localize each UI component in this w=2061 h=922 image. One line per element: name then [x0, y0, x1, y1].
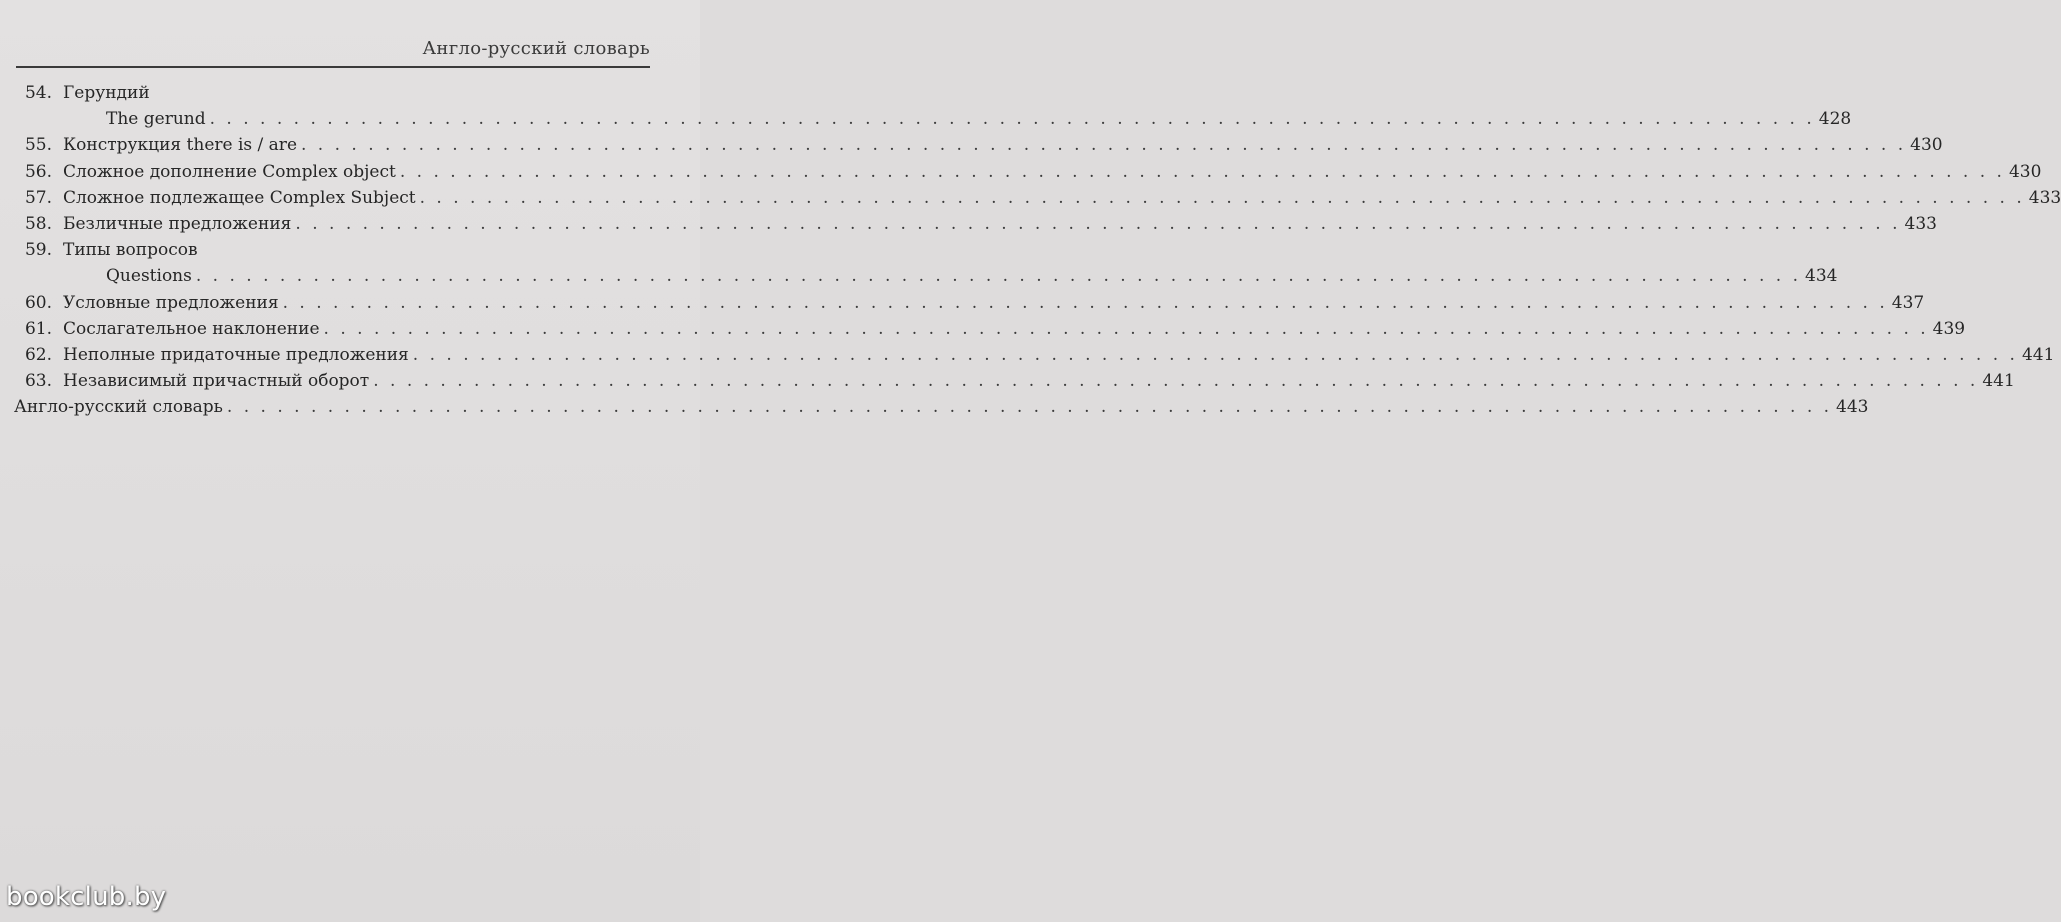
- running-header: Англо-русский словарь: [422, 38, 650, 59]
- toc-number: 62.: [24, 344, 52, 365]
- toc-title: Сложное подлежащее Complex Subject: [63, 187, 416, 208]
- toc-page-number: 443: [1836, 397, 1869, 418]
- toc-leader: . . . . . . . . . . . . . . . . . . . . . . . . . . . . . . . . . . . . . . . . . . . . . . . . . . . . . . . . . . . . . . . . . . . . . . . . . . . . . . . . . . . . . . . . . . . . . . . .: [323, 318, 1929, 339]
- toc-page-number: 430: [2008, 161, 2042, 182]
- toc-number: 61.: [24, 318, 52, 339]
- toc-number: 60.: [24, 292, 52, 313]
- toc-page-number: 434: [1805, 266, 1838, 287]
- toc-page-number: 437: [1891, 292, 1925, 313]
- toc-title: Неполные придаточные предложения: [63, 344, 409, 365]
- toc-leader: . . . . . . . . . . . . . . . . . . . . . . . . . . . . . . . . . . . . . . . . . . . . . . . . . . . . . . . . . . . . . . . . . . . . . . . . . . . . . . . . . . . . . . . . . . . . . . . .: [419, 187, 2025, 208]
- toc-title: Герундий: [63, 83, 150, 103]
- table-of-contents: [14, 80, 2061, 420]
- toc-page-number: 433: [2028, 187, 2061, 208]
- toc-title: Конструкция there is / are: [63, 135, 297, 156]
- toc-entry-59: [14, 237, 648, 263]
- toc-number: 54.: [24, 83, 52, 103]
- toc-subtitle: The gerund: [106, 109, 206, 130]
- toc-page-number: 430: [1910, 135, 1943, 156]
- toc-entry-54: [14, 80, 648, 106]
- toc-leader: . . . . . . . . . . . . . . . . . . . . . . . . . . . . . . . . . . . . . . . . . . . . . . . . . . . . . . . . . . . . . . . . . . . . . . . . . . . . . . . . . . . . . . . . . . . . . . . .: [399, 161, 2005, 182]
- toc-entry-60: [14, 290, 1925, 316]
- toc-title: Англо-русский словарь: [14, 397, 223, 418]
- toc-entry-57: [14, 185, 2061, 211]
- toc-entry-63: [14, 368, 2015, 394]
- toc-entry-55: [14, 132, 1943, 158]
- toc-title: Типы вопросов: [63, 240, 198, 261]
- header-rule: [16, 66, 650, 68]
- toc-subtitle: Questions: [106, 266, 192, 287]
- toc-entry-58: [14, 211, 1937, 237]
- toc-number: 63.: [24, 371, 52, 392]
- toc-title: Безличные предложения: [63, 213, 292, 234]
- toc-number: 58.: [24, 213, 52, 234]
- watermark: bookclub.by: [6, 882, 167, 912]
- toc-page-number: 428: [1818, 109, 1852, 130]
- toc-page-number: 441: [1982, 371, 2015, 392]
- toc-entry-61: [14, 316, 1966, 342]
- toc-leader: . . . . . . . . . . . . . . . . . . . . . . . . . . . . . . . . . . . . . . . . . . . . . . . . . . . . . . . . . . . . . . . . . . . . . . . . . . . . . . . . . . . . . . . . . . . . . . . .: [209, 109, 1815, 130]
- toc-leader: . . . . . . . . . . . . . . . . . . . . . . . . . . . . . . . . . . . . . . . . . . . . . . . . . . . . . . . . . . . . . . . . . . . . . . . . . . . . . . . . . . . . . . . . . . . . . . . .: [373, 371, 1979, 392]
- toc-page-number: 441: [2021, 344, 2055, 365]
- toc-number: 56.: [24, 161, 52, 182]
- toc-entry-appendix: [14, 394, 1869, 420]
- toc-subentry-59: [14, 263, 1838, 289]
- toc-leader: . . . . . . . . . . . . . . . . . . . . . . . . . . . . . . . . . . . . . . . . . . . . . . . . . . . . . . . . . . . . . . . . . . . . . . . . . . . . . . . . . . . . . . . . . . . . . . . .: [412, 344, 2018, 365]
- toc-title: Независимый причастный оборот: [63, 371, 370, 392]
- toc-number: 57.: [24, 187, 52, 208]
- toc-leader: . . . . . . . . . . . . . . . . . . . . . . . . . . . . . . . . . . . . . . . . . . . . . . . . . . . . . . . . . . . . . . . . . . . . . . . . . . . . . . . . . . . . . . . . . . . . . . . .: [301, 135, 1907, 156]
- toc-leader: . . . . . . . . . . . . . . . . . . . . . . . . . . . . . . . . . . . . . . . . . . . . . . . . . . . . . . . . . . . . . . . . . . . . . . . . . . . . . . . . . . . . . . . . . . . . . . . .: [226, 397, 1833, 418]
- toc-title: Условные предложения: [63, 292, 279, 313]
- toc-title: Сослагательное наклонение: [63, 318, 320, 339]
- toc-subentry-54: [14, 106, 1852, 132]
- toc-entry-56: [14, 159, 2042, 185]
- toc-entry-62: [14, 342, 2055, 368]
- toc-number: 59.: [24, 240, 52, 261]
- toc-page-number: 433: [1904, 213, 1937, 234]
- toc-leader: . . . . . . . . . . . . . . . . . . . . . . . . . . . . . . . . . . . . . . . . . . . . . . . . . . . . . . . . . . . . . . . . . . . . . . . . . . . . . . . . . . . . . . . . . . . . . . . .: [282, 292, 1888, 313]
- toc-title: Сложное дополнение Complex object: [63, 161, 396, 182]
- toc-leader: . . . . . . . . . . . . . . . . . . . . . . . . . . . . . . . . . . . . . . . . . . . . . . . . . . . . . . . . . . . . . . . . . . . . . . . . . . . . . . . . . . . . . . . . . . . . . . . .: [295, 213, 1901, 234]
- toc-number: 55.: [24, 135, 52, 156]
- toc-leader: . . . . . . . . . . . . . . . . . . . . . . . . . . . . . . . . . . . . . . . . . . . . . . . . . . . . . . . . . . . . . . . . . . . . . . . . . . . . . . . . . . . . . . . . . . . . . . . .: [195, 266, 1801, 287]
- toc-page-number: 439: [1932, 318, 1966, 339]
